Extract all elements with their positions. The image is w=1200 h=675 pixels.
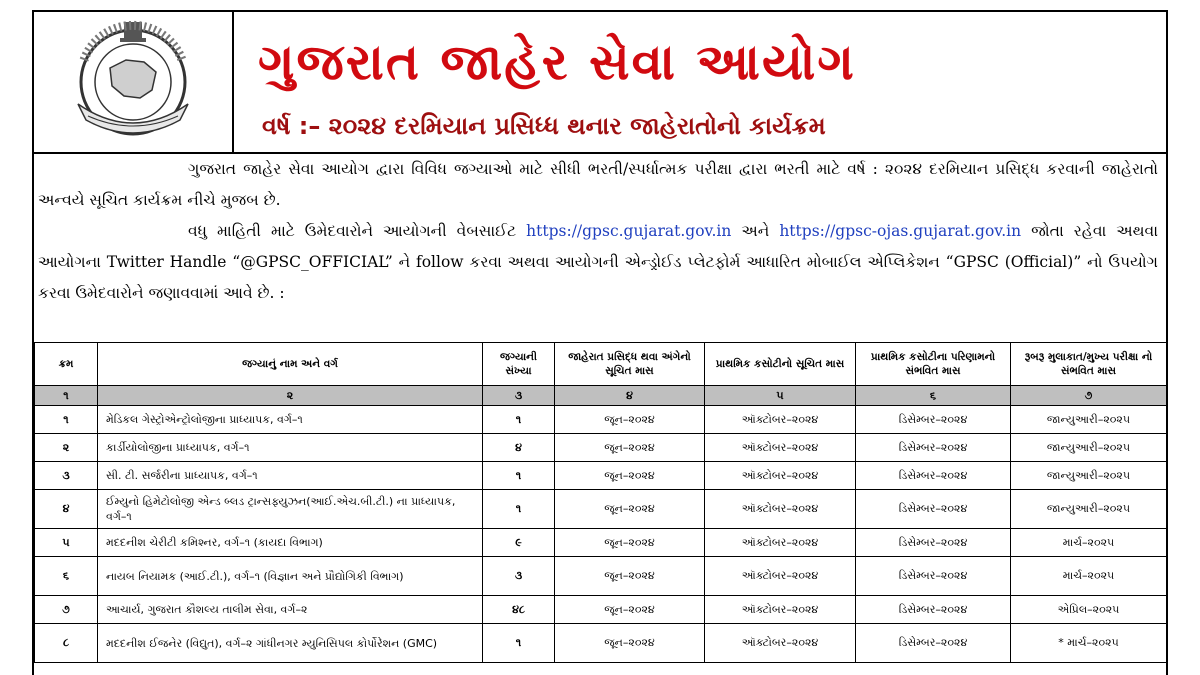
adv-month-cell: જૂન–૨૦૨૪ bbox=[555, 462, 705, 490]
post-count-cell: ૧ bbox=[483, 490, 555, 529]
intro-text-b: અને bbox=[731, 222, 780, 240]
result-month-cell: ડિસેમ્બર–૨૦૨૪ bbox=[856, 557, 1011, 596]
result-month-cell: ડિસેમ્બર–૨૦૨૪ bbox=[856, 490, 1011, 529]
prelim-month-cell: ઑક્ટોબર–૨૦૨૪ bbox=[705, 490, 856, 529]
post-name-cell: મદદનીશ ચેરીટી કમિશ્નર, વર્ગ–૧ (કાયદા વિભાગ) bbox=[98, 529, 483, 557]
column-number: ૭ bbox=[1011, 386, 1167, 406]
interview-month-cell: માર્ચ–૨૦૨૫ bbox=[1011, 529, 1167, 557]
column-number: ૫ bbox=[705, 386, 856, 406]
serial-cell: ૪ bbox=[35, 490, 98, 529]
header-interview-month: રૂબરૂ મુલાકાત/મુખ્ય પરીક્ષા નો સંભવિત માસ bbox=[1011, 343, 1167, 386]
post-name-cell: કાર્ડીયોલોજીના પ્રાધ્યાપક, વર્ગ–૧ bbox=[98, 434, 483, 462]
intro-text bbox=[34, 154, 1166, 340]
post-name-cell: આચાર્ય, ગુજરાત કૌશલ્ય તાલીમ સેવા, વર્ગ–૨ bbox=[98, 596, 483, 624]
serial-cell: ૫ bbox=[35, 529, 98, 557]
table-row bbox=[35, 624, 1167, 663]
serial-cell: ૨ bbox=[35, 434, 98, 462]
interview-month-cell: જાન્યુઆરી–૨૦૨૫ bbox=[1011, 434, 1167, 462]
intro-paragraph-2 bbox=[34, 216, 1166, 309]
column-number: ૩ bbox=[483, 386, 555, 406]
post-count-cell: ૩ bbox=[483, 557, 555, 596]
prelim-month-cell: ઑક્ટોબર–૨૦૨૪ bbox=[705, 406, 856, 434]
adv-month-cell: જૂન–૨૦૨૪ bbox=[555, 624, 705, 663]
table-row bbox=[35, 596, 1167, 624]
table-row bbox=[35, 490, 1167, 529]
table-row bbox=[35, 529, 1167, 557]
result-month-cell: ડિસેમ્બર–૨૦૨૪ bbox=[856, 624, 1011, 663]
result-month-cell: ડિસેમ્બર–૨૦૨૪ bbox=[856, 406, 1011, 434]
post-name-cell: નાયબ નિયામક (આઈ.ટી.), વર્ગ–૧ (વિજ્ઞાન અને પ્રૌદ્યોગિકી વિભાગ) bbox=[98, 557, 483, 596]
intro-text-a: વધુ માહિતી માટે ઉમેદવારોને આયોગની વેબસાઈટ bbox=[188, 222, 527, 240]
prelim-month-cell: ઑક્ટોબર–૨૦૨૪ bbox=[705, 529, 856, 557]
prelim-month-cell: ઑક્ટોબર–૨૦૨૪ bbox=[705, 596, 856, 624]
interview-month-cell: એપ્રિલ–૨૦૨૫ bbox=[1011, 596, 1167, 624]
prelim-month-cell: ઑક્ટોબર–૨૦૨૪ bbox=[705, 624, 856, 663]
post-name-cell: સી. ટી. સર્જરીના પ્રાધ્યાપક, વર્ગ–૧ bbox=[98, 462, 483, 490]
serial-cell: ૭ bbox=[35, 596, 98, 624]
gpsc-website-link[interactable]: https://gpsc.gujarat.gov.in bbox=[526, 222, 732, 240]
post-count-cell: ૯ bbox=[483, 529, 555, 557]
header-result-month: પ્રાથમિક કસોટીના પરિણામનો સંભવિત માસ bbox=[856, 343, 1011, 386]
adv-month-cell: જૂન–૨૦૨૪ bbox=[555, 434, 705, 462]
table-row bbox=[35, 406, 1167, 434]
header-post-name: જગ્યાનું નામ અને વર્ગ bbox=[98, 343, 483, 386]
table-header-row bbox=[35, 343, 1167, 386]
post-name-cell: મદદનીશ ઈજનેર (વિદ્યુત), વર્ગ–૨ ગાંધીનગર મ્યુનિસિપલ કોર્પોરેશન (GMC) bbox=[98, 624, 483, 663]
serial-cell: ૩ bbox=[35, 462, 98, 490]
post-count-cell: ૪૮ bbox=[483, 596, 555, 624]
table-row bbox=[35, 434, 1167, 462]
logo-box bbox=[34, 12, 234, 152]
header-prelim-month: પ્રાથમિક કસોટીનો સૂચિત માસ bbox=[705, 343, 856, 386]
notice-header bbox=[34, 12, 1166, 154]
interview-month-cell: માર્ચ–૨૦૨૫ bbox=[1011, 557, 1167, 596]
interview-month-cell: જાન્યુઆરી–૨૦૨૫ bbox=[1011, 406, 1167, 434]
page-subtitle: વર્ષ :– ૨૦૨૪ દરમિયાન પ્રસિધ્ધ થનાર જાહેરાતોનો કાર્યક્રમ bbox=[262, 112, 826, 140]
notice-frame bbox=[32, 10, 1168, 675]
table-row bbox=[35, 557, 1167, 596]
post-count-cell: ૧ bbox=[483, 406, 555, 434]
recruitment-schedule-table bbox=[34, 342, 1167, 663]
post-name-cell: મેડિકલ ગેસ્ટ્રોએન્ટ્રોલોજીના પ્રાધ્યાપક, વર્ગ–૧ bbox=[98, 406, 483, 434]
result-month-cell: ડિસેમ્બર–૨૦૨૪ bbox=[856, 529, 1011, 557]
adv-month-cell: જૂન–૨૦૨૪ bbox=[555, 596, 705, 624]
post-count-cell: ૪ bbox=[483, 434, 555, 462]
adv-month-cell: જૂન–૨૦૨૪ bbox=[555, 490, 705, 529]
page-title: ગુજરાત જાહેર સેવા આયોગ bbox=[258, 32, 856, 91]
intro-paragraph-1: ગુજરાત જાહેર સેવા આયોગ દ્વારા વિવિધ જગ્યાઓ માટે સીધી ભરતી/સ્પર્ધાત્મક પરીક્ષા દ્વારા ભરતી માટે વર્ષ : ૨૦૨૪ દરમિયાન પ્રસિદ્ધ કરવાની જાહેરાતો અન્વયે સૂચિત કાર્યક્રમ નીચે મુજબ છે. bbox=[38, 160, 1158, 209]
interview-month-cell: જાન્યુઆરી–૨૦૨૫ bbox=[1011, 462, 1167, 490]
result-month-cell: ડિસેમ્બર–૨૦૨૪ bbox=[856, 596, 1011, 624]
post-name-cell: ઈમ્યુનો હિમેટોલોજી એન્ડ બ્લડ ટ્રાન્સફ્યુઝન(આઈ.એચ.બી.ટી.) ના પ્રાધ્યાપક, વર્ગ–૧ bbox=[98, 490, 483, 529]
result-month-cell: ડિસેમ્બર–૨૦૨૪ bbox=[856, 462, 1011, 490]
header-serial: ક્રમ bbox=[35, 343, 98, 386]
gpsc-emblem-icon bbox=[48, 20, 218, 146]
interview-month-cell: જાન્યુઆરી–૨૦૨૫ bbox=[1011, 490, 1167, 529]
prelim-month-cell: ઑક્ટોબર–૨૦૨૪ bbox=[705, 434, 856, 462]
prelim-month-cell: ઑક્ટોબર–૨૦૨૪ bbox=[705, 462, 856, 490]
serial-cell: ૧ bbox=[35, 406, 98, 434]
serial-cell: ૬ bbox=[35, 557, 98, 596]
post-count-cell: ૧ bbox=[483, 624, 555, 663]
prelim-month-cell: ઑક્ટોબર–૨૦૨૪ bbox=[705, 557, 856, 596]
adv-month-cell: જૂન–૨૦૨૪ bbox=[555, 406, 705, 434]
result-month-cell: ડિસેમ્બર–૨૦૨૪ bbox=[856, 434, 1011, 462]
header-post-count: જગ્યાની સંખ્યા bbox=[483, 343, 555, 386]
table-row bbox=[35, 462, 1167, 490]
ojas-website-link[interactable]: https://gpsc-ojas.gujarat.gov.in bbox=[779, 222, 1022, 240]
adv-month-cell: જૂન–૨૦૨૪ bbox=[555, 557, 705, 596]
post-count-cell: ૧ bbox=[483, 462, 555, 490]
adv-month-cell: જૂન–૨૦૨૪ bbox=[555, 529, 705, 557]
column-number: ૧ bbox=[35, 386, 98, 406]
serial-cell: ૮ bbox=[35, 624, 98, 663]
column-number: ૬ bbox=[856, 386, 1011, 406]
column-number: ૨ bbox=[98, 386, 483, 406]
column-number-row bbox=[35, 386, 1167, 406]
header-adv-month: જાહેરાત પ્રસિદ્ધ થવા અંગેનો સૂચિત માસ bbox=[555, 343, 705, 386]
intro-text-c: જોતા રહેવા અથવા આયોગના Twitter Handle “@GPSC_OFFICIAL” ને follow કરવા અથવા આયોગની એન્ડ્રોઈડ પ્લેટફોર્મ આધારિત મોબાઈલ એપ્લિકેશન “GPSC (Official)” નો ઉપયોગ કરવા ઉમેદવારોને જણાવવામાં આવે છે. : bbox=[38, 222, 1158, 302]
column-number: ૪ bbox=[555, 386, 705, 406]
interview-month-cell: * માર્ચ–૨૦૨૫ bbox=[1011, 624, 1167, 663]
